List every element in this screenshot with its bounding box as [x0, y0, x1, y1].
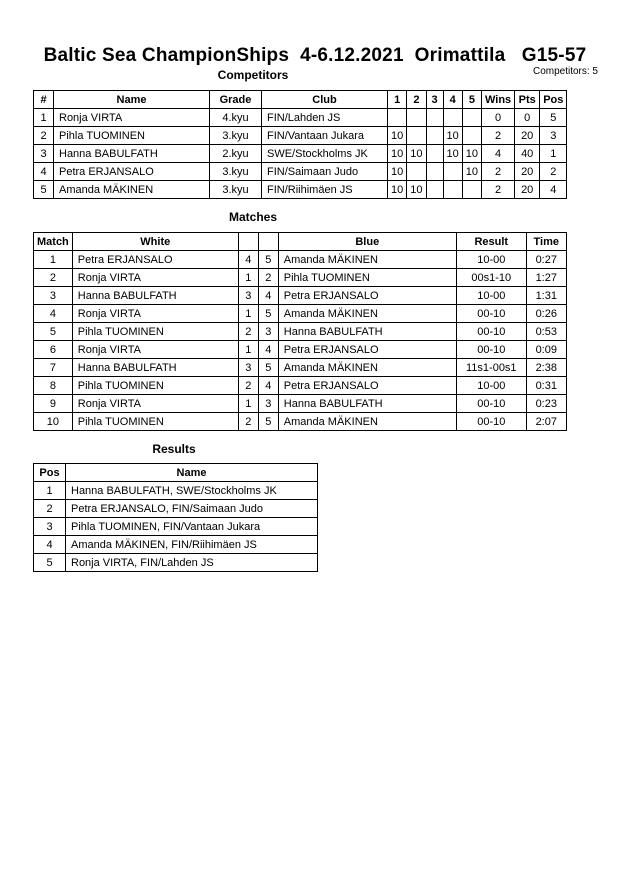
match-row-result-cell: 10-00: [456, 287, 526, 305]
competitor-row-pos-cell: 2: [540, 163, 567, 181]
results-header-row: [34, 464, 318, 482]
competitor-row-grade-cell: 3.kyu: [210, 181, 262, 199]
results-table-header: [34, 464, 318, 482]
result-row-name-cell: Hanna BABULFATH, SWE/Stockholms JK: [66, 482, 318, 500]
competitor-row-r3-cell: [426, 109, 443, 127]
competitor-row-grade-cell: 4.kyu: [210, 109, 262, 127]
competitor-row-grade-cell: 3.kyu: [210, 127, 262, 145]
match-row-wnum-cell: 1: [238, 269, 258, 287]
match-row-wnum-cell: 2: [238, 377, 258, 395]
competitor-row-pos-cell: 4: [540, 181, 567, 199]
match-row-wnum-cell: 4: [238, 251, 258, 269]
match-row-white-cell: Petra ERJANSALO: [72, 251, 238, 269]
match-row-time-cell: 1:31: [526, 287, 566, 305]
competitor-row-wins-cell: 4: [482, 145, 515, 163]
competitor-row-name-cell: Ronja VIRTA: [54, 109, 210, 127]
competitor-row-grade-cell: 3.kyu: [210, 163, 262, 181]
competitor-row-club-cell: FIN/Saimaan Judo: [262, 163, 388, 181]
match-row-num-cell: 9: [34, 395, 73, 413]
competitors-header-round-1: 1: [388, 91, 407, 109]
competitors-header-pts: Pts: [515, 91, 540, 109]
match-row-wnum-cell: 2: [238, 413, 258, 431]
match-row-wnum-cell: 3: [238, 287, 258, 305]
match-row-result-cell: 00-10: [456, 341, 526, 359]
matches-header-blue: Blue: [278, 233, 456, 251]
match-row-time-cell: 0:27: [526, 251, 566, 269]
match-row-blue-cell: Hanna BABULFATH: [278, 395, 456, 413]
match-row: [34, 341, 567, 359]
match-row-bnum-cell: 5: [258, 251, 278, 269]
match-row-bnum-cell: 4: [258, 287, 278, 305]
competitors-header-wins: Wins: [482, 91, 515, 109]
competitor-row-wins-cell: 2: [482, 181, 515, 199]
match-row-blue-cell: Petra ERJANSALO: [278, 287, 456, 305]
match-row-num-cell: 6: [34, 341, 73, 359]
matches-table-header: [34, 233, 567, 251]
result-row: [34, 536, 318, 554]
competitor-row-pts-cell: 20: [515, 181, 540, 199]
match-row: [34, 305, 567, 323]
competitor-row-r4-cell: 10: [443, 145, 462, 163]
match-row-wnum-cell: 1: [238, 341, 258, 359]
matches-section-heading: Matches: [228, 210, 278, 224]
match-row-white-cell: Pihla TUOMINEN: [72, 323, 238, 341]
match-row-blue-cell: Petra ERJANSALO: [278, 377, 456, 395]
competitor-row-r5-cell: [462, 181, 481, 199]
match-row-result-cell: 00-10: [456, 323, 526, 341]
match-row: [34, 287, 567, 305]
competitors-header-name: Name: [54, 91, 210, 109]
competitor-row-r5-cell: 10: [462, 163, 481, 181]
match-row-white-cell: Hanna BABULFATH: [72, 287, 238, 305]
competitor-row-name-cell: Pihla TUOMINEN: [54, 127, 210, 145]
competitor-row-r4-cell: [443, 181, 462, 199]
competitor-row-r3-cell: [426, 145, 443, 163]
competitor-row-r5-cell: [462, 109, 481, 127]
competitor-row-r3-cell: [426, 181, 443, 199]
match-row: [34, 359, 567, 377]
competitors-header-grade: Grade: [210, 91, 262, 109]
match-row-wnum-cell: 2: [238, 323, 258, 341]
competitors-header-round-4: 4: [443, 91, 462, 109]
match-row: [34, 395, 567, 413]
competitor-row-pts-cell: 40: [515, 145, 540, 163]
match-row-num-cell: 1: [34, 251, 73, 269]
match-row-blue-cell: Amanda MÄKINEN: [278, 251, 456, 269]
matches-header-row: [34, 233, 567, 251]
competitors-table: [33, 90, 567, 199]
competitor-row-pts-cell: 20: [515, 127, 540, 145]
match-row-bnum-cell: 2: [258, 269, 278, 287]
competitor-row-r4-cell: 10: [443, 127, 462, 145]
competitor-row-r2-cell: 10: [407, 181, 426, 199]
competitors-header-round-5: 5: [462, 91, 481, 109]
match-row-bnum-cell: 3: [258, 323, 278, 341]
competitor-row-name-cell: Amanda MÄKINEN: [54, 181, 210, 199]
match-row-num-cell: 5: [34, 323, 73, 341]
competitor-row: [34, 145, 567, 163]
match-row-time-cell: 0:53: [526, 323, 566, 341]
result-row: [34, 518, 318, 536]
competitor-row-pos-cell: 5: [540, 109, 567, 127]
competitor-row: [34, 163, 567, 181]
competitors-header-club: Club: [262, 91, 388, 109]
competitors-header-round-2: 2: [407, 91, 426, 109]
competitors-table-body: [34, 109, 567, 199]
match-row-num-cell: 2: [34, 269, 73, 287]
match-row-wnum-cell: 3: [238, 359, 258, 377]
match-row-time-cell: 0:26: [526, 305, 566, 323]
matches-table-body: [34, 251, 567, 431]
competitor-row: [34, 127, 567, 145]
competitor-row-r2-cell: 10: [407, 145, 426, 163]
competitor-row-r1-cell: 10: [388, 127, 407, 145]
competitor-row-pos-cell: 1: [540, 145, 567, 163]
matches-header-match: Match: [34, 233, 73, 251]
competitor-row-num-cell: 3: [34, 145, 54, 163]
results-table-body: [34, 482, 318, 572]
match-row-wnum-cell: 1: [238, 395, 258, 413]
matches-table: [33, 232, 567, 431]
result-row-pos-cell: 3: [34, 518, 66, 536]
competitor-row-wins-cell: 2: [482, 163, 515, 181]
competitor-row-r2-cell: [407, 127, 426, 145]
match-row: [34, 251, 567, 269]
competitor-row-r5-cell: [462, 127, 481, 145]
competitors-section-heading: Competitors: [217, 68, 289, 82]
match-row-blue-cell: Amanda MÄKINEN: [278, 413, 456, 431]
competitor-row-r1-cell: 10: [388, 181, 407, 199]
match-row: [34, 269, 567, 287]
competitor-row-wins-cell: 2: [482, 127, 515, 145]
competitor-row-wins-cell: 0: [482, 109, 515, 127]
match-row-result-cell: 10-00: [456, 377, 526, 395]
competitor-row-r1-cell: 10: [388, 145, 407, 163]
results-section-heading: Results: [152, 442, 196, 456]
competitor-row-r2-cell: [407, 163, 426, 181]
match-row-white-cell: Pihla TUOMINEN: [72, 413, 238, 431]
competitor-row-num-cell: 1: [34, 109, 54, 127]
matches-header-result: Result: [456, 233, 526, 251]
competitor-row-club-cell: FIN/Lahden JS: [262, 109, 388, 127]
match-row-result-cell: 10-00: [456, 251, 526, 269]
competitor-row-name-cell: Petra ERJANSALO: [54, 163, 210, 181]
match-row-white-cell: Pihla TUOMINEN: [72, 377, 238, 395]
match-row-time-cell: 0:23: [526, 395, 566, 413]
match-row-num-cell: 3: [34, 287, 73, 305]
competitor-row-r3-cell: [426, 163, 443, 181]
competitor-row-r1-cell: 10: [388, 163, 407, 181]
competitor-row-r3-cell: [426, 127, 443, 145]
matches-header-blue-num: [258, 233, 278, 251]
competitor-row: [34, 181, 567, 199]
match-row-bnum-cell: 4: [258, 377, 278, 395]
competitor-row-r5-cell: 10: [462, 145, 481, 163]
competitor-row-club-cell: FIN/Vantaan Jukara: [262, 127, 388, 145]
match-row-time-cell: 2:38: [526, 359, 566, 377]
result-row-name-cell: Amanda MÄKINEN, FIN/Riihimäen JS: [66, 536, 318, 554]
match-row-result-cell: 11s1-00s1: [456, 359, 526, 377]
competitor-row-r4-cell: [443, 163, 462, 181]
match-row-result-cell: 00-10: [456, 305, 526, 323]
competitor-row: [34, 109, 567, 127]
competitor-row-num-cell: 4: [34, 163, 54, 181]
match-row-result-cell: 00s1-10: [456, 269, 526, 287]
match-row-blue-cell: Pihla TUOMINEN: [278, 269, 456, 287]
result-row-pos-cell: 4: [34, 536, 66, 554]
competitors-table-header: [34, 91, 567, 109]
matches-header-time: Time: [526, 233, 566, 251]
match-row-time-cell: 2:07: [526, 413, 566, 431]
matches-header-white: White: [72, 233, 238, 251]
match-row-bnum-cell: 5: [258, 359, 278, 377]
match-row-result-cell: 00-10: [456, 413, 526, 431]
competitors-header-pos: Pos: [540, 91, 567, 109]
result-row-name-cell: Petra ERJANSALO, FIN/Saimaan Judo: [66, 500, 318, 518]
competitors-count-label: Competitors: 5: [532, 66, 598, 77]
match-row-blue-cell: Amanda MÄKINEN: [278, 359, 456, 377]
competitor-row-num-cell: 5: [34, 181, 54, 199]
match-row-bnum-cell: 4: [258, 341, 278, 359]
match-row: [34, 377, 567, 395]
result-row: [34, 554, 318, 572]
match-row-blue-cell: Amanda MÄKINEN: [278, 305, 456, 323]
match-row-white-cell: Ronja VIRTA: [72, 269, 238, 287]
match-row-time-cell: 0:09: [526, 341, 566, 359]
match-row-num-cell: 8: [34, 377, 73, 395]
match-row-bnum-cell: 5: [258, 413, 278, 431]
match-row-white-cell: Hanna BABULFATH: [72, 359, 238, 377]
match-row-num-cell: 7: [34, 359, 73, 377]
result-row-name-cell: Ronja VIRTA, FIN/Lahden JS: [66, 554, 318, 572]
match-row-bnum-cell: 3: [258, 395, 278, 413]
results-header-pos: Pos: [34, 464, 66, 482]
matches-header-white-num: [238, 233, 258, 251]
match-row-blue-cell: Petra ERJANSALO: [278, 341, 456, 359]
result-row-name-cell: Pihla TUOMINEN, FIN/Vantaan Jukara: [66, 518, 318, 536]
match-row-wnum-cell: 1: [238, 305, 258, 323]
competitor-row-name-cell: Hanna BABULFATH: [54, 145, 210, 163]
results-header-name: Name: [66, 464, 318, 482]
result-row: [34, 500, 318, 518]
competitor-row-r4-cell: [443, 109, 462, 127]
match-row-white-cell: Ronja VIRTA: [72, 305, 238, 323]
competitors-header-row: [34, 91, 567, 109]
result-row-pos-cell: 5: [34, 554, 66, 572]
competitor-row-pts-cell: 0: [515, 109, 540, 127]
match-row-time-cell: 0:31: [526, 377, 566, 395]
result-row-pos-cell: 2: [34, 500, 66, 518]
results-table: [33, 463, 318, 572]
match-row-white-cell: Ronja VIRTA: [72, 395, 238, 413]
result-row-pos-cell: 1: [34, 482, 66, 500]
match-row-bnum-cell: 5: [258, 305, 278, 323]
match-row: [34, 413, 567, 431]
result-row: [34, 482, 318, 500]
competitor-row-club-cell: SWE/Stockholms JK: [262, 145, 388, 163]
match-row-white-cell: Ronja VIRTA: [72, 341, 238, 359]
competitor-row-pts-cell: 20: [515, 163, 540, 181]
competitor-row-pos-cell: 3: [540, 127, 567, 145]
match-row-blue-cell: Hanna BABULFATH: [278, 323, 456, 341]
competitor-row-club-cell: FIN/Riihimäen JS: [262, 181, 388, 199]
match-row-num-cell: 4: [34, 305, 73, 323]
competitor-row-r2-cell: [407, 109, 426, 127]
competitor-row-num-cell: 2: [34, 127, 54, 145]
competitors-header-num: #: [34, 91, 54, 109]
competitor-row-r1-cell: [388, 109, 407, 127]
competitors-header-round-3: 3: [426, 91, 443, 109]
match-row-time-cell: 1:27: [526, 269, 566, 287]
competitor-row-grade-cell: 2.kyu: [210, 145, 262, 163]
page-title: Baltic Sea ChampionShips 4-6.12.2021 Orimattila G15-57: [43, 45, 587, 66]
match-row-num-cell: 10: [34, 413, 73, 431]
match-row: [34, 323, 567, 341]
match-row-result-cell: 00-10: [456, 395, 526, 413]
